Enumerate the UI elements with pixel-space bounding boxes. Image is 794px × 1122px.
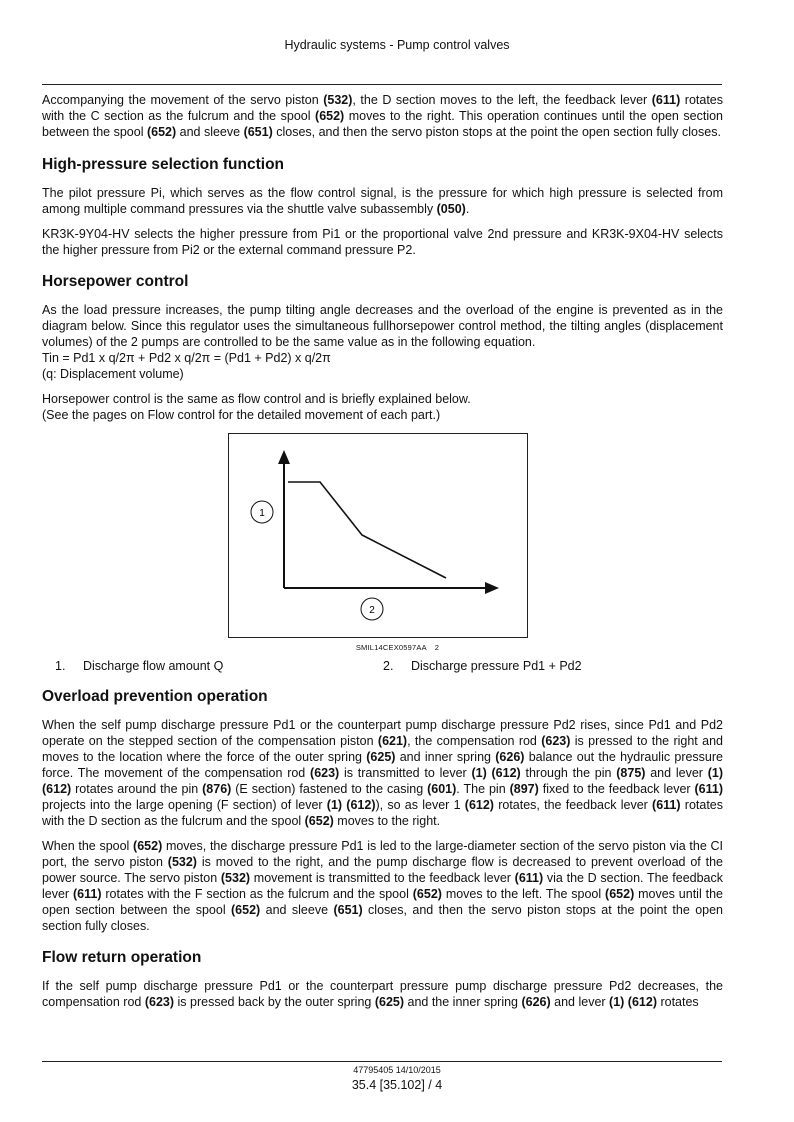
part-reference: (652) (146, 125, 177, 139)
part-reference: (050) (436, 202, 466, 216)
page-footer (0, 1065, 794, 1092)
part-reference: (532) (167, 855, 197, 869)
footer-divider (42, 1061, 722, 1062)
part-reference: (623) (144, 995, 175, 1009)
legend-item-number: 1. (55, 659, 66, 673)
part-reference: (626) (495, 750, 525, 764)
part-reference: (875) (616, 766, 646, 780)
part-reference: (652) (315, 109, 345, 123)
callout-label-1: 1 (259, 508, 265, 519)
horsepower-diagram (228, 433, 528, 638)
high-pressure-paragraph-1: The pilot pressure Pi, which serves as the flow control signal, is the pressure for which high pressure is selected from among multiple command pressures via the shuttle valve subassembly (050). (42, 186, 723, 216)
horsepower-paragraph-2-line-2: (See the pages on Flow control for the detailed movement of each part.) (42, 408, 441, 422)
page-number: 35.4 [35.102] / 4 (351, 1078, 443, 1092)
overload-paragraph-2: When the spool (652) moves, the discharge pressure Pd1 is led to the large-diameter section of the servo piston via the CI port, the servo piston (532) is moved to the right, and the pump discharge flow is decreased to prevent overload of the power source. The servo piston (532) movement is transmitted to the feedback lever (611) via the D section. The feedback lever (611) rotates with the F section as the fulcrum and the spool (652) moves to the left. The spool (652) moves until the open section between the spool (652) and sleeve (651) closes, and then the servo piston stops at the point the open section fully closes. (42, 839, 724, 933)
page-content (42, 92, 723, 1010)
part-reference: (611) (651, 93, 681, 107)
horsepower-curve (288, 482, 446, 578)
part-reference: (621) (377, 734, 408, 748)
part-reference: (1) (612) (609, 995, 657, 1009)
legend-item-number: 2. (383, 659, 394, 673)
part-reference: (652) (605, 887, 635, 901)
overload-paragraph-1: When the self pump discharge pressure Pd1 or the counterpart pump discharge pressure Pd2 rises, since Pd1 and Pd2 operate on the stepped section of the compensation piston (621), the compensation rod (623) is pressed to the right and moves to the location where the force of the outer spring (625) and inner spring (626) balance out the hydraulic pressure force. The movement of the compensation rod (623) is transmitted to lever (1) (612) through the pin (875) and lever (1) (612) rotates around the pin (876) (E section) fastened to the casing (601). The pin (897) fixed to the feedback lever (611) projects into the large opening (F section) of lever (1) (612)), so as lever 1 (612) rotates, the feedback lever (611) rotates with the D section as the fulcrum and the spool (652) moves to the right. (42, 718, 724, 828)
high-pressure-paragraph-2: KR3K-9Y04-HV selects the higher pressure from Pi1 or the proportional valve 2nd pressure and KR3K-9X04-HV selects the higher pressure from Pi2 or the external command pressure P2. (42, 227, 723, 257)
diagram-svg (229, 434, 527, 637)
part-reference: (652) (231, 903, 261, 917)
section-heading-overload: Overload prevention operation (42, 688, 268, 705)
part-reference: (611) (72, 887, 102, 901)
page-header: Hydraulic systems - Pump control valves (284, 38, 510, 52)
part-reference: (1) (612) (42, 766, 723, 796)
y-axis-arrowhead (278, 450, 290, 464)
figure-code-id: SMIL14CEX0597AA (355, 643, 427, 652)
part-reference: (876) (202, 782, 232, 796)
legend-item-text: Discharge pressure Pd1 + Pd2 (411, 659, 582, 673)
part-reference: (652) (133, 839, 163, 853)
horsepower-paragraph-1: As the load pressure increases, the pump tilting angle decreases and the overload of the engine is prevented as in the diagram below. Since this regulator uses the simultaneous fullhorsepower control method, the tilting angles (displacement volumes) of the 2 pumps are controlled to be the same value as in the following equation. (42, 303, 723, 349)
figure-legend (42, 659, 723, 673)
part-reference: (1) (612) (471, 766, 521, 780)
part-reference: (601) (427, 782, 457, 796)
part-reference: (652) (304, 814, 334, 828)
section-heading-flow-return: Flow return operation (42, 949, 202, 966)
part-reference: (625) (366, 750, 396, 764)
part-reference: (1) (612) (326, 798, 376, 812)
part-reference: (611) (514, 871, 544, 885)
figure-code (42, 643, 723, 652)
part-reference: (532) (220, 871, 251, 885)
part-reference: (897) (509, 782, 539, 796)
intro-paragraph: Accompanying the movement of the servo piston (532), the D section moves to the left, the feedback lever (611) rotates with the C section as the fulcrum and the spool (652) moves to the right. This operation continues until the open section between the spool (652) and sleeve (651) closes, and then the servo piston stops at the point the open section fully closes. (42, 93, 724, 139)
part-reference: (651) (333, 903, 363, 917)
part-reference: (611) (694, 782, 724, 796)
part-reference: (652) (412, 887, 442, 901)
section-heading-high-pressure: High-pressure selection function (42, 156, 285, 173)
header-divider (42, 84, 722, 85)
legend-item (383, 659, 582, 673)
part-reference: (626) (521, 995, 551, 1009)
figure-code-number: 2 (434, 643, 440, 652)
part-reference: (612) (464, 798, 494, 812)
legend-item (42, 659, 383, 673)
part-reference: (623) (541, 734, 571, 748)
horsepower-equation: Tin = Pd1 x q/2π + Pd2 x q/2π = (Pd1 + Pd2) x q/2π (42, 351, 331, 365)
section-heading-horsepower: Horsepower control (42, 273, 189, 290)
part-reference: (651) (243, 125, 273, 139)
flow-return-paragraph: If the self pump discharge pressure Pd1 or the counterpart pressure pump discharge pressure Pd2 decreases, the compensation rod (623) is pressed back by the outer spring (625) and the inner spring (626) and lever (1) (612) rotates (42, 979, 723, 1009)
legend-item-text: Discharge flow amount Q (83, 659, 224, 673)
document-id: 47795405 14/10/2015 (353, 1065, 441, 1075)
part-reference: (623) (310, 766, 340, 780)
displacement-note: (q: Displacement volume) (42, 367, 184, 381)
part-reference: (532) (323, 93, 353, 107)
horsepower-paragraph-2-line-1: Horsepower control is the same as flow control and is briefly explained below. (42, 392, 471, 406)
part-reference: (611) (652, 798, 681, 812)
x-axis-arrowhead (485, 582, 499, 594)
callout-label-2: 2 (369, 605, 375, 616)
part-reference: (625) (374, 995, 405, 1009)
